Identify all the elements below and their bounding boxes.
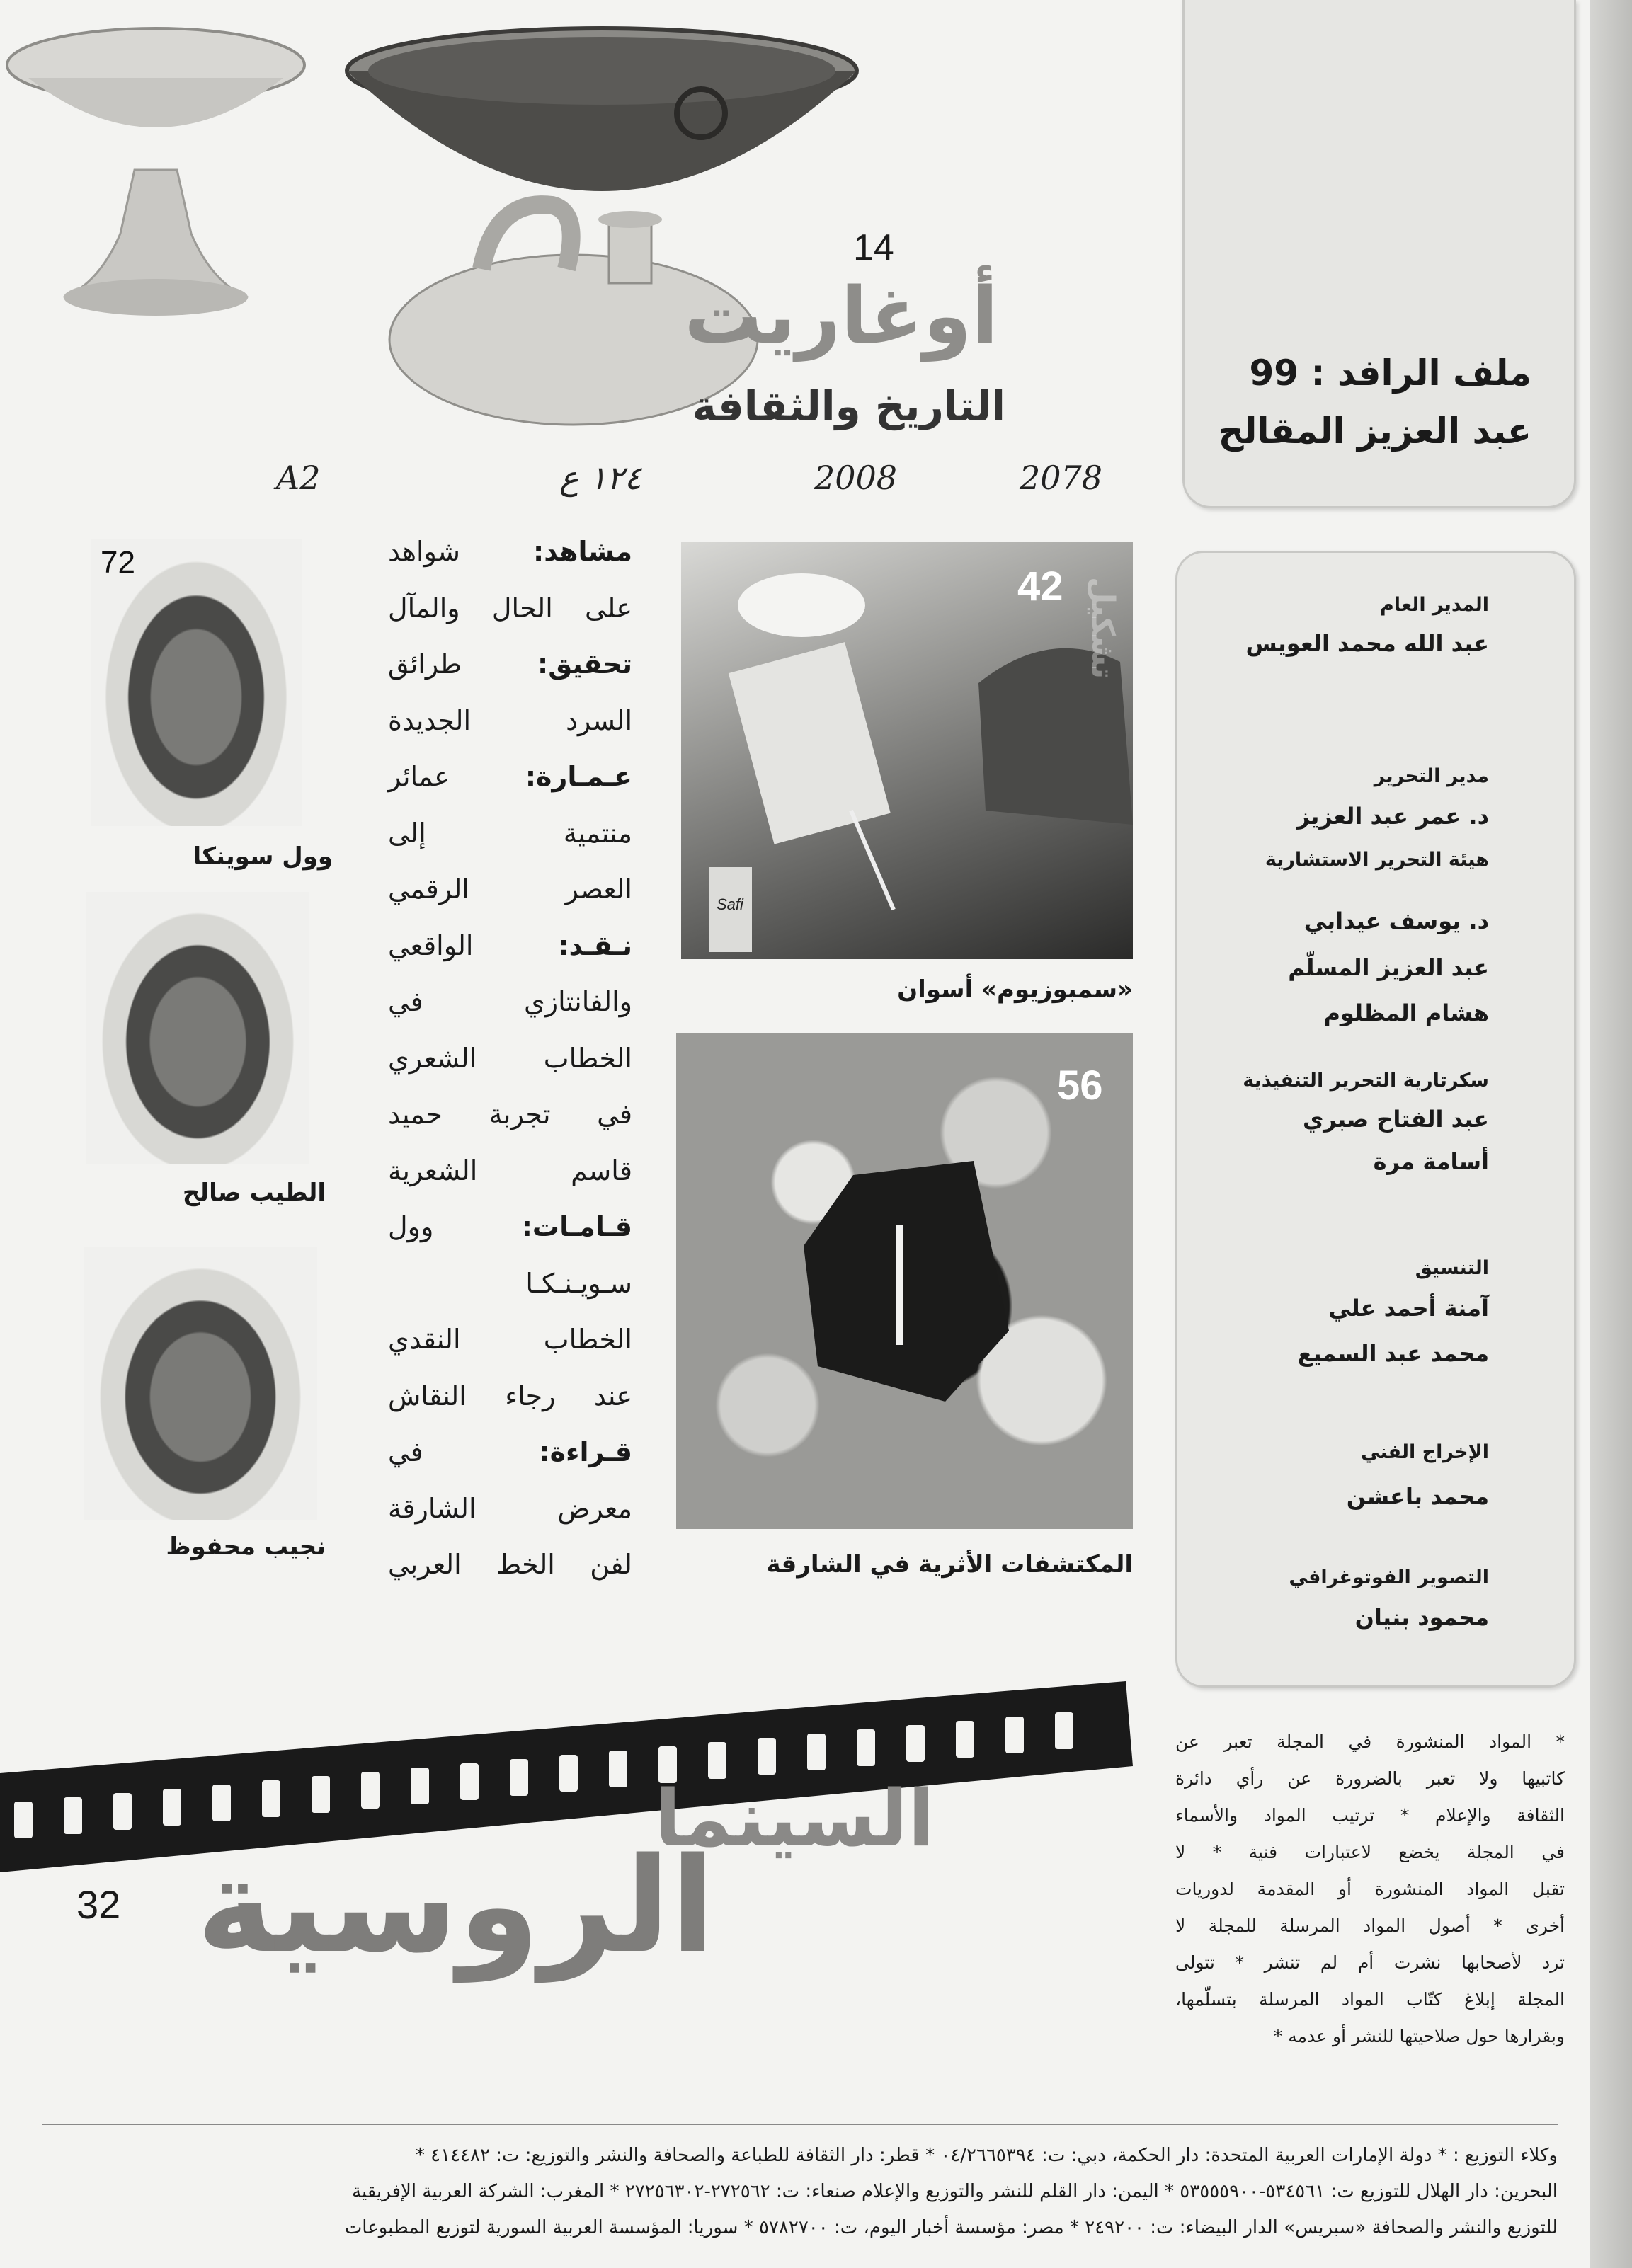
feature-caption-sharjah: المكتشفات الأثرية في الشارقة xyxy=(766,1550,1133,1579)
notice-line: المجلة إبلاغ كتّاب المواد المرسلة بتسلّمها، xyxy=(1175,1989,1565,2010)
right-edge-strip xyxy=(1590,0,1632,2268)
bottle-label: Safi xyxy=(717,895,743,913)
toc-text: طرائق xyxy=(388,648,462,680)
toc-text: عند رجاء النقاش xyxy=(388,1380,632,1411)
toc-section-label: تحقيق: xyxy=(537,648,632,680)
staff-photography xyxy=(1289,1567,1489,1631)
pedestal-bowl-image xyxy=(7,28,304,316)
portrait-caption: وول سوينكا xyxy=(193,842,333,871)
staff-role: سكرتارية التحرير التنفيذية xyxy=(1243,1070,1489,1092)
file-box xyxy=(1182,0,1576,508)
toc-text: الخطاب الشعري xyxy=(388,1042,632,1074)
toc-section-label: قـراءة: xyxy=(539,1436,632,1467)
watermark-text: تشكيل xyxy=(1085,577,1121,680)
cinema-title-line2: الروسية xyxy=(196,1829,715,1982)
toc-line[interactable] xyxy=(388,636,632,693)
toc-text: الخطاب النقدي xyxy=(388,1324,632,1355)
toc-line[interactable] xyxy=(388,693,632,750)
toc-section-label: قـامـات: xyxy=(521,1211,632,1242)
toc-line[interactable] xyxy=(388,1424,632,1481)
staff-coordination xyxy=(1298,1257,1489,1367)
staff-role: التصوير الفوتوغرافي xyxy=(1289,1567,1489,1588)
toc-line[interactable] xyxy=(388,918,632,975)
note-issue: ١٢٤ ع xyxy=(559,459,642,497)
portrait-naguib-mahfouz xyxy=(84,1247,317,1520)
toc-text: والفانتازي في xyxy=(388,986,632,1017)
toc-line[interactable] xyxy=(388,1537,632,1593)
staff-role: الإخراج الفني xyxy=(1361,1441,1489,1463)
toc-text: سـويـنـكـا xyxy=(525,1267,632,1299)
note-number: 2078 xyxy=(1020,459,1103,497)
toc-text: وول xyxy=(388,1211,434,1242)
staff-general-manager xyxy=(1246,594,1489,657)
feature-photo-sharjah xyxy=(676,1033,1133,1529)
notice-line: * المواد المنشورة في المجلة تعبر عن xyxy=(1175,1731,1565,1752)
portrait-page-number: 72 xyxy=(101,545,135,580)
notice-line: كاتبيها ولا تعبر بالضرورة عن رأي دائرة xyxy=(1175,1768,1565,1789)
toc-text: لفن الخط العربي xyxy=(388,1549,632,1580)
footer-line: للتوزيع والنشر والصحافة «سبريس» الدار البيضاء: ت: ٢٤٩٢٠٠ * مصر: مؤسسة أخبار اليوم، ت: ٥٧٨٢٧٠٠ * سوريا: المؤسسة العربية السورية لتوزيع المطبوعات xyxy=(344,2217,1558,2238)
cinema-page-number: 32 xyxy=(76,1882,121,1927)
toc-line[interactable] xyxy=(388,861,632,918)
staff-name: آمنة أحمد علي xyxy=(1328,1295,1489,1322)
toc-text: شواهد xyxy=(388,536,461,567)
toc-text: قاسم الشعرية xyxy=(388,1155,632,1186)
toc-line[interactable] xyxy=(388,974,632,1031)
toc-line[interactable] xyxy=(388,1368,632,1425)
toc-text: في xyxy=(388,1436,423,1467)
toc-text: عمائر xyxy=(388,761,450,792)
toc-text: معرض الشارقة xyxy=(388,1492,632,1524)
staff-name: أسامة مرة xyxy=(1373,1148,1489,1175)
toc-section-label: نـقـد: xyxy=(558,929,632,961)
toc-text: السرد الجديدة xyxy=(388,704,632,736)
portrait-caption: نجيب محفوظ xyxy=(166,1533,326,1561)
staff-managing-editor xyxy=(1297,765,1490,830)
toc-line[interactable] xyxy=(388,1481,632,1537)
footer-line: البحرين: دار الهلال للتوزيع ت: ٥٣٤٥٦١-٥٣٥٥٥٩٠٠ * اليمن: دار القلم للنشر والتوزيع والإعلام صنعاء: ت: ٢٧٢٥٦٢-٢٧٢٥٦٣٠٢ * المغرب: الشركة العربية الإفريقية xyxy=(352,2181,1558,2202)
toc-column xyxy=(388,524,632,1593)
cinema-title-line1: السينما xyxy=(654,1773,935,1864)
note-year: 2008 xyxy=(814,459,898,497)
toc-line[interactable] xyxy=(388,524,632,580)
file-box-title: ملف الرافد : 99 xyxy=(1249,353,1531,394)
toc-line[interactable] xyxy=(388,1199,632,1256)
feature-subtitle: التاريخ والثقافة xyxy=(692,382,1005,430)
toc-line[interactable] xyxy=(388,1256,632,1312)
toc-line[interactable] xyxy=(388,1143,632,1200)
staff-role: مدير التحرير xyxy=(1374,765,1489,787)
staff-name: محمد باعشن xyxy=(1346,1483,1489,1510)
staff-name: عبد الله محمد العويس xyxy=(1245,630,1489,657)
toc-text: على الحال والمآل xyxy=(388,592,632,624)
toc-text: منتمية إلى xyxy=(388,817,632,849)
footer-rule xyxy=(42,2124,1558,2125)
feature-title: أوغاريت xyxy=(684,270,998,361)
notice-line: الثقافة والإعلام * ترتيب المواد والأسماء xyxy=(1175,1805,1565,1826)
disclaimer-notice xyxy=(1175,1724,1565,2055)
portrait-caption: الطيب صالح xyxy=(182,1179,326,1207)
toc-section-label: مشاهد: xyxy=(533,536,632,567)
staff-name: هشام المظلوم xyxy=(1323,1000,1489,1026)
toc-line[interactable] xyxy=(388,1312,632,1368)
notice-line: في المجلة يخضع لاعتبارات فنية * لا xyxy=(1175,1842,1565,1862)
toc-line[interactable] xyxy=(388,806,632,862)
notice-line: ترد لأصحابها نشرت أم لم تنشر * تتولى xyxy=(1175,1952,1565,1973)
staff-executive-secretariat xyxy=(1243,1070,1489,1175)
feature-photo-aswan xyxy=(681,542,1133,959)
staff-art-direction xyxy=(1347,1441,1489,1510)
toc-text: الواقعي xyxy=(388,929,474,961)
staff-name: عبد العزيز المسلّم xyxy=(1288,954,1489,981)
staff-name: محمود بنيان xyxy=(1354,1604,1489,1631)
file-box-subject: عبد العزيز المقالح xyxy=(1218,411,1531,452)
portrait-wole-soyinka xyxy=(91,539,302,826)
toc-text: في تجربة حميد xyxy=(388,1099,632,1130)
staff-box xyxy=(1175,551,1576,1688)
notice-line: تقبل المواد المنشورة أو المقدمة لدوريات xyxy=(1175,1879,1565,1899)
feature-page-badge: 56 xyxy=(1057,1063,1103,1109)
toc-line[interactable] xyxy=(388,749,632,806)
staff-role: التنسيق xyxy=(1415,1257,1489,1279)
toc-text: العصر الرقمي xyxy=(388,874,632,905)
feature-caption-aswan: «سمبوزيوم» أسوان xyxy=(897,975,1133,1004)
staff-name: محمد عبد السميع xyxy=(1297,1340,1489,1367)
toc-section-label: عـمـارة: xyxy=(525,761,632,792)
portrait-tayeb-salih xyxy=(86,892,309,1164)
toc-line[interactable] xyxy=(388,580,632,637)
footer-line: وكلاء التوزيع : * دولة الإمارات العربية المتحدة: دار الحكمة، دبي: ت: ٠٤/٢٦٦٥٣٩٤ * قطر: دار الثقافة للطباعة والصحافة والنشر والتوزيع: ت: ٤١٤٤٨٢ * xyxy=(415,2145,1558,2166)
handwritten-note xyxy=(276,459,1182,508)
feature-page-badge: 42 xyxy=(1017,563,1063,609)
feature-page-number: 14 xyxy=(853,227,894,268)
dark-bowl-image xyxy=(347,28,857,191)
note-a2: A2 xyxy=(276,459,321,497)
staff-name: د. يوسف عيدابي xyxy=(1303,907,1489,934)
staff-role: المدير العام xyxy=(1380,594,1489,616)
staff-name: عبد الفتاح صبري xyxy=(1302,1106,1489,1133)
toc-line[interactable] xyxy=(388,1087,632,1143)
staff-role: هيئة التحرير الاستشارية xyxy=(1265,849,1489,871)
notice-line: أخرى * أصول المواد المرسلة للمجلة لا xyxy=(1175,1915,1565,1936)
toc-line[interactable] xyxy=(388,1031,632,1087)
distributors-footer xyxy=(42,2138,1558,2246)
notice-line: وبقرارها حول صلاحيتها للنشر أو عدمه * xyxy=(1273,2026,1565,2046)
staff-advisory-board xyxy=(1265,849,1489,1026)
staff-name: د. عمر عبد العزيز xyxy=(1296,803,1489,830)
